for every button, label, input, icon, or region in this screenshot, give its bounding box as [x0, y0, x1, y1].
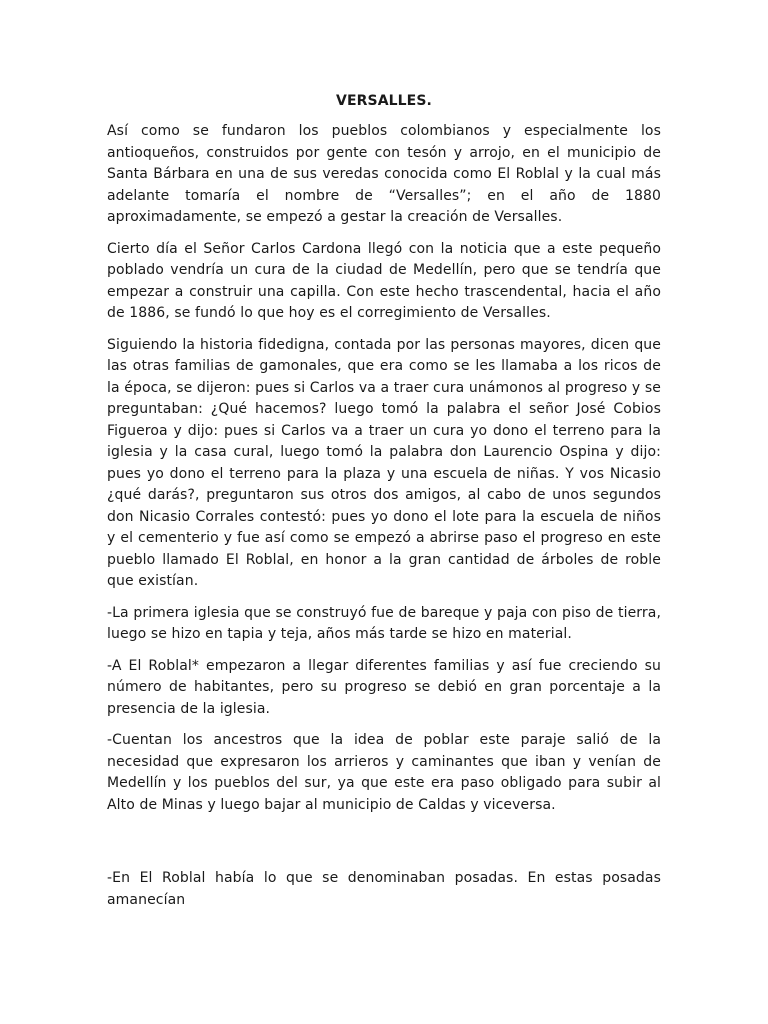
paragraph-founding: Así como se fundaron los pueblos colombianos y especialmente los antioqueños, construidos por gente con tesón y arrojo, en el municipio de Santa Bárbara en una de sus veredas conocida como El Roblal y la cual más adelante tomaría el nombre de “Versalles”; en el año de 1880 aproximadamente, se empezó a gestar la creación de Versalles.	[107, 123, 661, 225]
paragraph-ancestors: -Cuentan los ancestros que la idea de poblar este paraje salió de la necesidad que expresaron los arrieros y caminantes que iban y venían de Medellín y los pueblos del sur, ya que este era paso obligado para subir al Alto de Minas y luego bajar al municipio de Caldas y viceversa.	[107, 732, 661, 813]
paragraph-carlos-cardona: Cierto día el Señor Carlos Cardona llegó con la noticia que a este pequeño poblado vendría un cura de la ciudad de Medellín, pero que se tendría que empezar a construir una capilla. Con este hecho trascendental, hacia el año de 1886, se fundó lo que hoy es el corregimiento de Versalles.	[107, 240, 661, 321]
paragraph-posadas: -En El Roblal había lo que se denominaban posadas. En estas posadas amanecían	[107, 870, 661, 908]
paragraph-history: Siguiendo la historia fidedigna, contada por las personas mayores, dicen que las otras familias de gamonales, que era como se les llamaba a los ricos de la época, se dijeron: pues si Carlos va a traer cura unámonos al progreso y se preguntaban: ¿Qué hacemos? luego tomó la palabra el señor José Cobios Figueroa y dijo: pues si Carlos va a traer un cura yo dono el terreno para la iglesia y la casa cural, luego tomó la palabra don Laurencio Ospina y dijo: pues yo dono el terreno para la plaza y una escuela de niñas. Y vos Nicasio ¿qué darás?, preguntaron sus otros dos amigos, al cabo de unos segundos don Nicasio Corrales contestó: pues yo dono el lote para la escuela de niños y el cementerio y fue así como se empezó a abrirse paso el progreso en este pueblo llamado El Roblal, en honor a la gran cantidad de árboles de roble que existían.	[107, 336, 661, 589]
document-title: VERSALLES.	[336, 93, 432, 109]
paragraph-families: -A El Roblal* empezaron a llegar diferentes familias y así fue creciendo su número de habitantes, pero su progreso se debió en gran porcentaje a la presencia de la iglesia.	[107, 657, 661, 717]
paragraph-first-church: -La primera iglesia que se construyó fue de bareque y paja con piso de tierra, luego se hizo en tapia y teja, años más tarde se hizo en material.	[107, 604, 661, 642]
